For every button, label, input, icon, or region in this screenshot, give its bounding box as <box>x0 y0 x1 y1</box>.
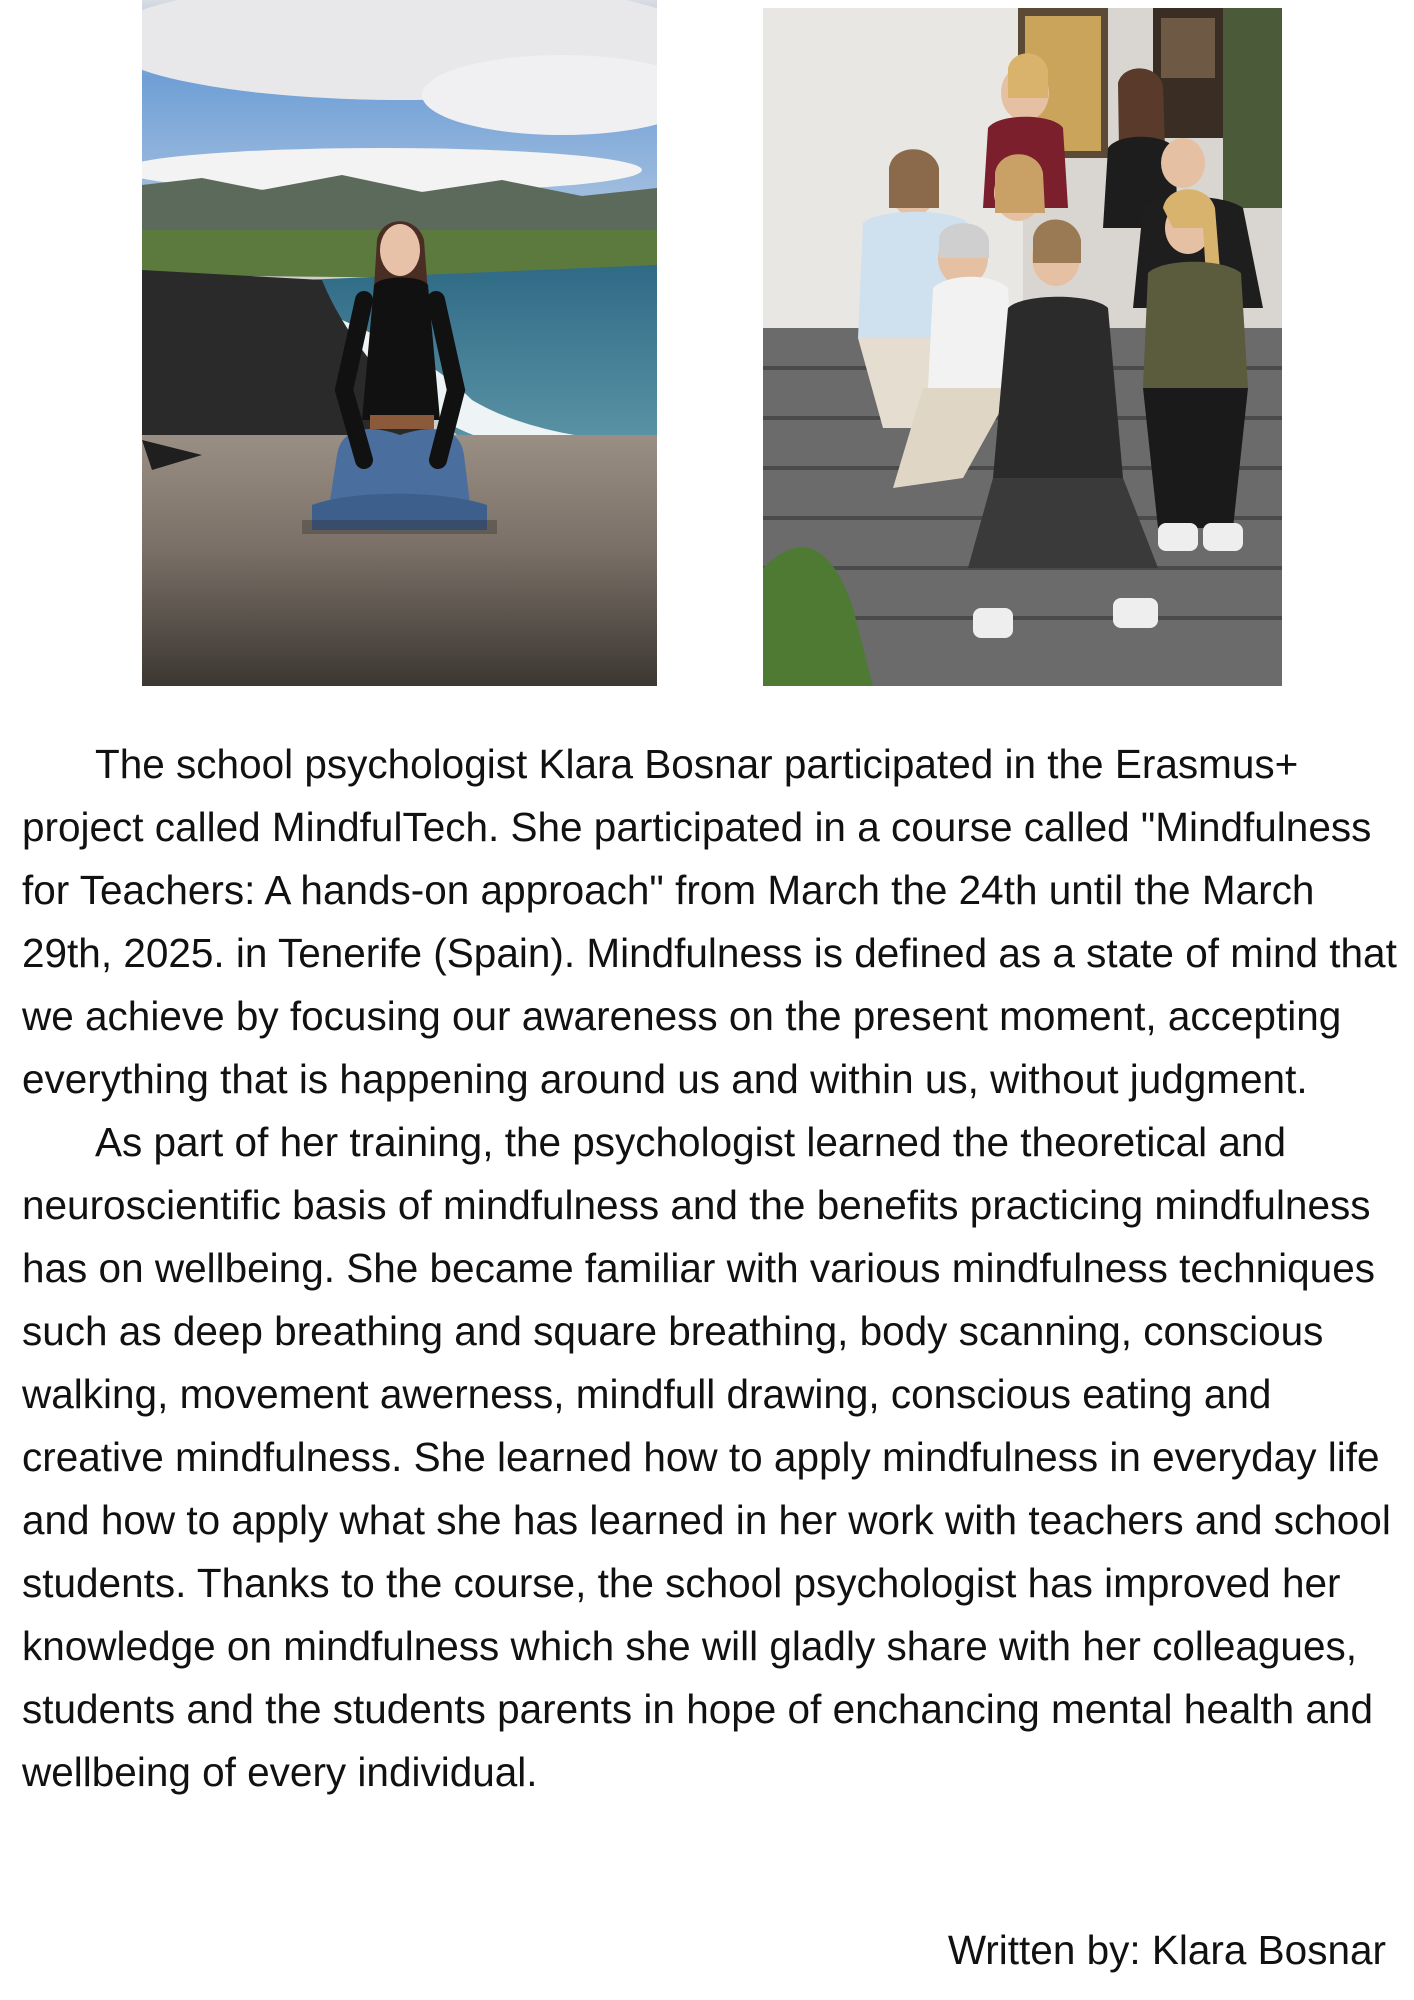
beach-photo-icon <box>142 0 657 686</box>
article-paragraph: The school psychologist Klara Bosnar participated in the Erasmus+ project called MindfulTech. She participated in a course called "Mindfulness for Teachers: A hands-on approach" from March the 24th until the March 29th, 2025. in Tenerife (Spain). Mindfulness is defined as a state of mind that we achieve by focusing our awareness on the present moment, accepting everything that is happening around us and within us, without judgment. <box>22 741 1397 1102</box>
group-photo-icon <box>763 8 1282 686</box>
article-body <box>22 733 1402 1804</box>
article-paragraph: As part of her training, the psychologist learned the theoretical and neuroscientific basis of mindfulness and the benefits practicing mindfulness has on wellbeing. She became familiar with various mindfulness techniques such as deep breathing and square breathing, body scanning, conscious walking, movement awerness, mindfull drawing, conscious eating and creative mindfulness. She learned how to apply mindfulness in everyday life and how to apply what she has learned in her work with teachers and school students. Thanks to the course, the school psychologist has improved her knowledge on mindfulness which she will gladly share with her colleagues, students and the students parents in hope of enchancing mental health and wellbeing of every individual. <box>22 1119 1391 1795</box>
author-signature: Written by: Klara Bosnar <box>947 1927 1386 1973</box>
photo-woman-meditating-on-beach <box>142 0 657 686</box>
photo-group-sitting-on-steps <box>763 8 1282 686</box>
